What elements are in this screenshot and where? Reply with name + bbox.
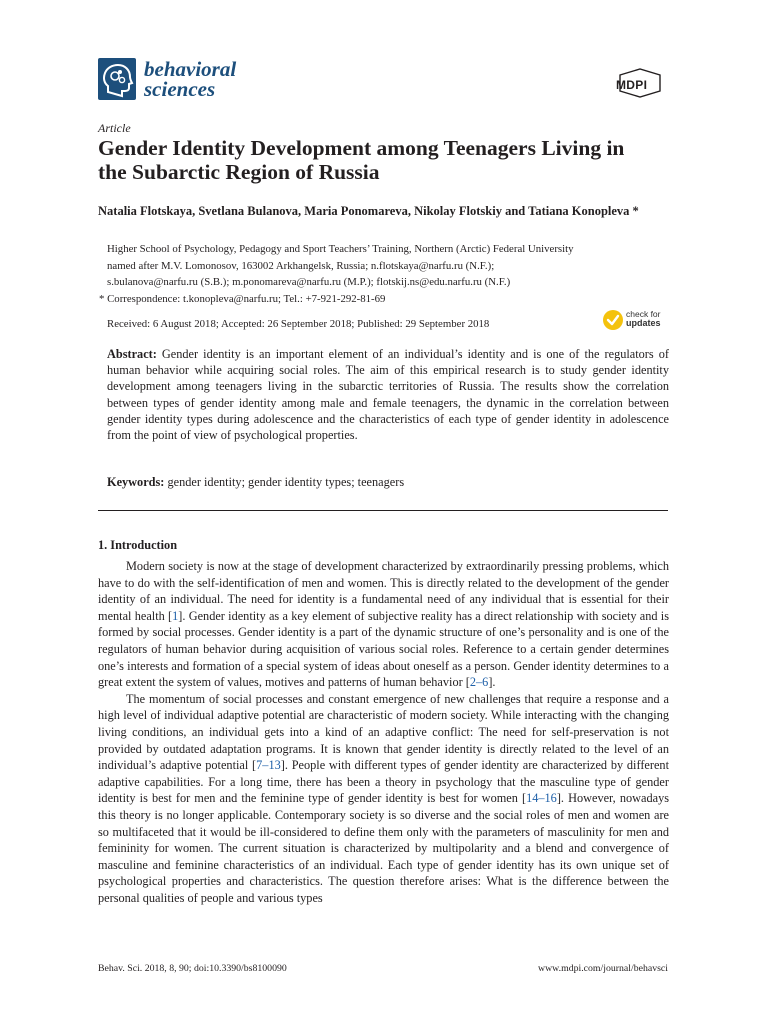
citation-link[interactable]: 1 (172, 608, 179, 623)
affiliation-line: s.bulanova@narfu.ru (S.B.); m.ponomareva@narfu.ru (M.P.); flotskij.ns@edu.narfu.ru (N.F.) (107, 276, 511, 288)
paragraph (98, 691, 669, 907)
check-updates-line2: updates (626, 318, 661, 328)
author-list: Natalia Flotskaya, Svetlana Bulanova, Maria Ponomareva, Nikolay Flotskiy and Tatiana Konopleva * (98, 204, 639, 218)
publisher-logo (612, 67, 668, 99)
publication-dates: Received: 6 August 2018; Accepted: 26 September 2018; Published: 29 September 2018 (107, 318, 490, 330)
publisher-logo-text: MDPI (616, 78, 648, 92)
affiliation-line: named after M.V. Lomonosov, 163002 Arkhangelsk, Russia; n.flotskaya@narfu.ru (N.F.); (107, 259, 495, 272)
check-updates-line1: check for (626, 309, 661, 319)
head-gears-icon (98, 58, 136, 100)
abstract (107, 346, 669, 443)
check-updates-label (626, 310, 661, 328)
keywords-text: gender identity; gender identity types; teenagers (167, 475, 405, 489)
check-updates-icon (602, 309, 624, 331)
affiliation-line: Higher School of Psychology, Pedagogy and Sport Teachers’ Training, Northern (Arctic) Federal University (107, 243, 574, 255)
check-for-updates-badge[interactable] (602, 309, 672, 333)
divider (98, 510, 668, 511)
paragraph-text: Modern society is now at the stage of development characterized by extraordinarily pressing problems, which have to do with the self-identification of men and women. This is directly related to the development of the gender identity of an individual. The need for identity is a fundamental need of any individual that is essential for their mental health [ (98, 559, 669, 623)
keywords (107, 475, 669, 490)
article-type: Article (98, 121, 131, 135)
journal-name-line1: behavioral (144, 57, 237, 81)
journal-name-line2: sciences (144, 77, 216, 101)
correspondence: * Correspondence: t.konopleva@narfu.ru; Tel.: +7-921-292-81-69 (99, 292, 386, 305)
citation-link[interactable]: 14–16 (526, 791, 557, 806)
paragraph-text: The momentum of social processes and constant emergence of new challenges that require a response and a high level of individual adaptive potential are characteristic of modern society. While interacting with the changing living conditions, an individual gets into a kind of an adaptive conflict: The need for self-preservation is not provided by outdated adaptation programs. It is known that gender identity is directly related to the level of an individual’s adaptive potential [ (98, 691, 669, 773)
journal-url[interactable]: www.mdpi.com/journal/behavsci (538, 963, 668, 974)
paragraph-text: ]. People with different types of gender identity are characterized by different adaptive capabilities. For a long time, there has been a theory in psychology that the masculine type of gender identity is best for men and the feminine type of gender identity is best for women [ (98, 758, 669, 806)
keywords-label: Keywords: (107, 475, 165, 489)
abstract-label: Abstract: (107, 347, 157, 361)
journal-logo (98, 58, 298, 102)
paragraph-text: ]. Gender identity as a key element of subjective reality has a direct relationship with society and is formed by social processes. Gender identity is a part of the dynamic structure of one’s personality and is one of the regulators of human behavior during acquisition of various social roles. Reference to a certain gender determines one’s interests and formation of a special system of ideas about oneself as a person. Gender identity determines to a great extent the system of values, motives and patterns of human behavior [ (98, 608, 669, 690)
citation-link[interactable]: 7–13 (256, 758, 281, 773)
journal-name (144, 59, 236, 99)
section-heading: 1. Introduction (98, 538, 178, 552)
citation-link[interactable]: 2–6 (469, 675, 489, 690)
citation-footer: Behav. Sci. 2018, 8, 90; doi:10.3390/bs8100090 (98, 963, 287, 974)
abstract-text: Gender identity is an important element of an individual’s identity and is one of the regulators of human behavior while acquiring social roles. The aim of this empirical research is to study gender identity development among teenagers living in the subarctic territories of Russia. The results show the correlation between types of gender identity among male and female teenagers, the dynamic in the correlation between gender identity types during adolescence and the characteristics of each type of gender identity in adolescence from the point of view of psychological properties. (107, 347, 669, 443)
affiliation-block (99, 241, 667, 307)
article-title: Gender Identity Development among Teenagers Living in the Subarctic Region of Russia (98, 136, 625, 184)
paragraph-text: ]. (488, 675, 496, 690)
section-body (98, 558, 669, 906)
paragraph (98, 558, 669, 691)
paragraph-text: ]. However, nowadays this theory is no longer applicable. Contemporary society is so diverse and the social roles of men and women are so multifaceted that it would be ill-considered to define them only with the parameters of masculinity for men and femininity for women. The current situation is characterized by multipolarity and a blend and convergence of masculine and feminine characteristics of an individual. Each type of gender identity has its own unique set of psychological properties and characteristics. The question therefore arises: What is the difference between the personal qualities of people and various types (98, 791, 669, 905)
